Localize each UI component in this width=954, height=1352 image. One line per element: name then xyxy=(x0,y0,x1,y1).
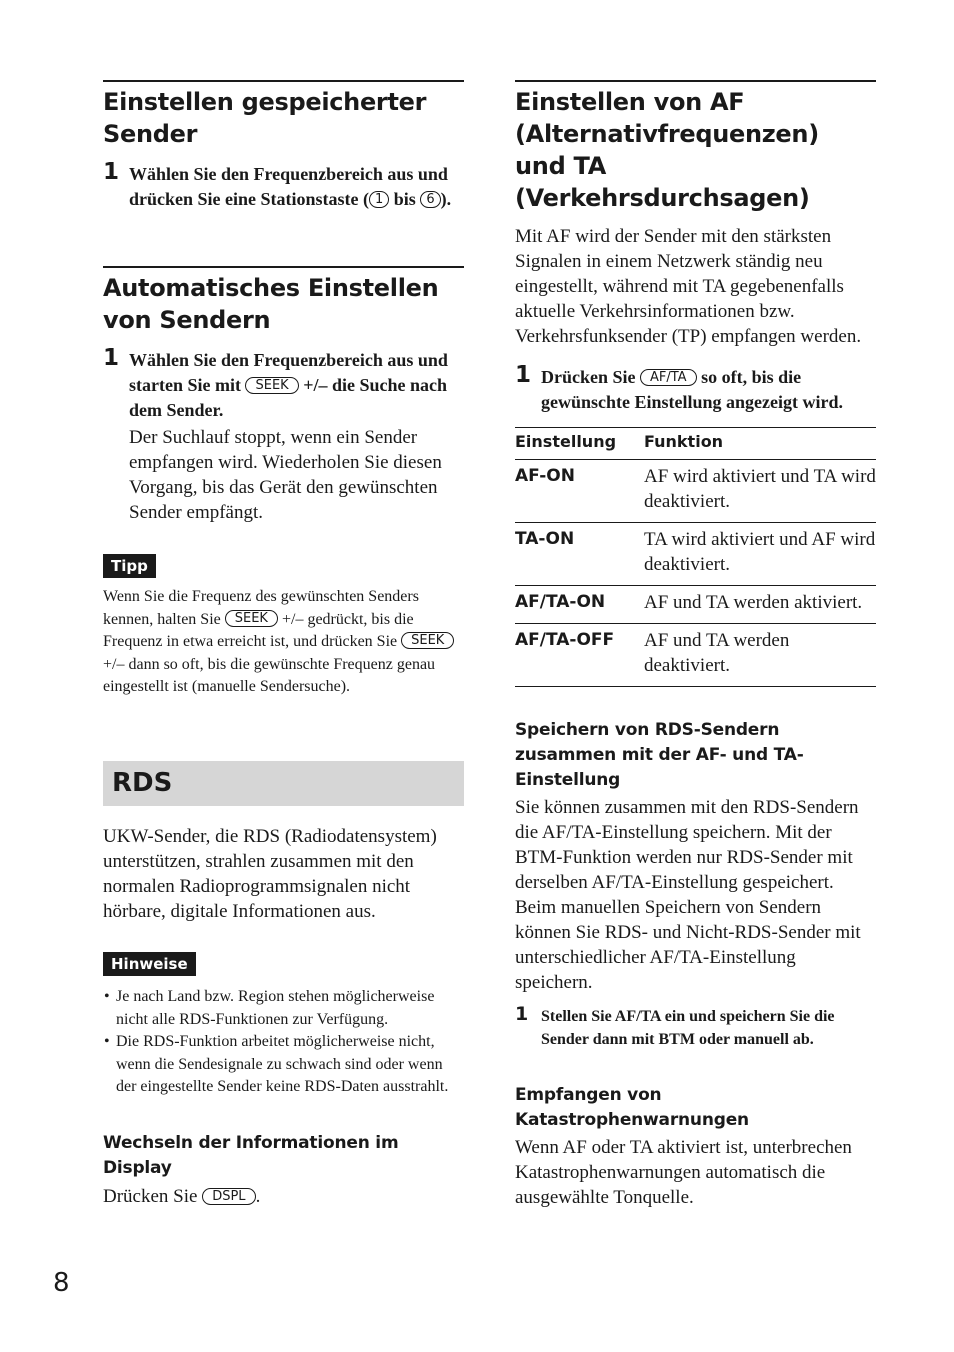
heading-stored-stations: Einstellen gespeicherter Sender xyxy=(103,88,427,148)
table-row xyxy=(515,586,876,624)
section-rule xyxy=(515,80,876,82)
seek-button[interactable]: SEEK xyxy=(401,632,454,649)
notes-label: Hinweise xyxy=(103,952,196,976)
tip-text: Wenn Sie die Frequenz des gewünschten Senders kennen, halten Sie SEEK +/– gedrückt, bis die Frequenz in etwa erreicht ist, und drücken Sie SEEK +/– dann so oft, bis die gewünschte Frequenz genau eingestellt ist (manuelle Sendersuche). xyxy=(103,586,464,699)
rds-heading: RDS xyxy=(112,767,173,798)
table-row xyxy=(515,523,876,586)
heading-auto-tuning: Automatisches Einstellen von Sendern xyxy=(103,274,439,334)
af-ta-button[interactable]: AF/TA xyxy=(640,369,697,386)
heading-display-info: Wechseln der Informationen im Display xyxy=(103,1132,399,1178)
af-ta-settings-table xyxy=(515,427,876,687)
setting-cell: AF-ON xyxy=(515,460,644,523)
step-store-rds xyxy=(515,1005,876,1051)
table-row xyxy=(515,460,876,523)
column-header-function: Funktion xyxy=(644,428,876,460)
step-text: Wählen Sie den Frequenzbereich aus und starten Sie mit SEEK +/– die Suche nach dem Sender. xyxy=(129,350,448,420)
column-header-setting: Einstellung xyxy=(515,428,644,460)
step-auto-tuning xyxy=(103,345,464,525)
section-rule xyxy=(103,80,464,82)
store-rds-paragraph: Beim manuellen Speichern von Sendern können Sie RDS- und Nicht-RDS-Sender mit unterschiedlicher AF/TA-Einstellung speichern. xyxy=(515,897,861,993)
function-cell: AF und TA werden aktiviert. xyxy=(644,586,876,624)
auto-tuning-description: Der Suchlauf stoppt, wenn ein Sender empfangen wird. Wiederholen Sie diesen Vorgang, bis das Gerät den gewünschten Sender empfängt. xyxy=(129,427,442,523)
af-ta-description: Mit AF wird der Sender mit den stärksten Signalen in einem Netzwerk ständig neu eingestellt, während mit TA gegebenenfalls aktuelle Verkehrsinformationen bzw. Verkehrsfunksender (TP) empfangen werden. xyxy=(515,226,862,347)
function-cell: AF und TA werden deaktiviert. xyxy=(644,624,876,687)
step-text: Drücken Sie AF/TA so oft, bis die gewünschte Einstellung angezeigt wird. xyxy=(541,367,844,412)
heading-af-ta: Einstellen von AF (Alternativfrequenzen) und TA (Verkehrsdurchsagen) xyxy=(515,88,819,212)
store-rds-paragraph: Sie können zusammen mit den RDS-Sendern die AF/TA-Einstellung speichern. Mit der BTM-Funktion werden nur RDS-Sender mit derselben AF/TA-Einstellung gespeichert. xyxy=(515,797,859,893)
step-text: Stellen Sie AF/TA ein und speichern Sie die Sender dann mit BTM oder manuell ab. xyxy=(541,1008,835,1048)
notes-box xyxy=(103,952,464,1099)
dspl-button[interactable]: DSPL xyxy=(202,1188,255,1205)
table-row xyxy=(515,624,876,687)
preset-1-button[interactable]: 1 xyxy=(369,191,389,208)
step-number: 1 xyxy=(515,1003,529,1025)
step-number: 1 xyxy=(103,345,120,371)
page-number: 8 xyxy=(53,1268,70,1298)
function-cell: TA wird aktiviert und AF wird deaktiviert. xyxy=(644,523,876,586)
section-rule xyxy=(103,266,464,268)
table-header-row xyxy=(515,428,876,460)
seek-button[interactable]: SEEK xyxy=(245,377,298,394)
setting-cell: AF/TA-OFF xyxy=(515,624,644,687)
tip-box xyxy=(103,554,464,699)
step-number: 1 xyxy=(103,159,120,185)
step-stored-stations xyxy=(103,159,464,212)
notes-list xyxy=(103,986,464,1099)
setting-cell: AF/TA-ON xyxy=(515,586,644,624)
setting-cell: TA-ON xyxy=(515,523,644,586)
rds-description: UKW-Sender, die RDS (Radiodatensystem) unterstützen, strahlen zusammen mit den normalen Radioprogrammsignalen nicht hörbare, digitale Informationen aus. xyxy=(103,825,437,922)
emergency-description: Wenn AF oder TA aktiviert ist, unterbrechen Katastrophenwarnungen automatisch die ausgewählte Tonquelle. xyxy=(515,1137,852,1208)
step-number: 1 xyxy=(515,362,532,388)
function-cell: AF wird aktiviert und TA wird deaktiviert. xyxy=(644,460,876,523)
right-column xyxy=(515,80,876,1210)
rds-heading-bar xyxy=(103,761,464,806)
tip-label: Tipp xyxy=(103,554,156,578)
step-af-ta xyxy=(515,362,876,415)
left-column xyxy=(103,80,464,1209)
step-text: Wählen Sie den Frequenzbereich aus und drücken Sie eine Stationstaste ( 1 bis 6 ). xyxy=(129,164,452,209)
heading-emergency-warnings: Empfangen von Katastrophenwarnungen xyxy=(515,1085,749,1130)
seek-button[interactable]: SEEK xyxy=(225,610,278,627)
heading-store-rds: Speichern von RDS-Sendern zusammen mit der AF- und TA-Einstellung xyxy=(515,720,804,790)
note-item: • Die RDS-Funktion arbeitet möglicherweise nicht, wenn die Sendesignale zu schwach sind oder wenn der eingestellte Sender keine RDS-Daten ausstrahlt. xyxy=(103,1031,464,1099)
display-instruction: Drücken Sie DSPL . xyxy=(103,1185,261,1207)
preset-6-button[interactable]: 6 xyxy=(420,191,440,208)
note-item: • Je nach Land bzw. Region stehen möglicherweise nicht alle RDS-Funktionen zur Verfügung. xyxy=(103,986,464,1031)
